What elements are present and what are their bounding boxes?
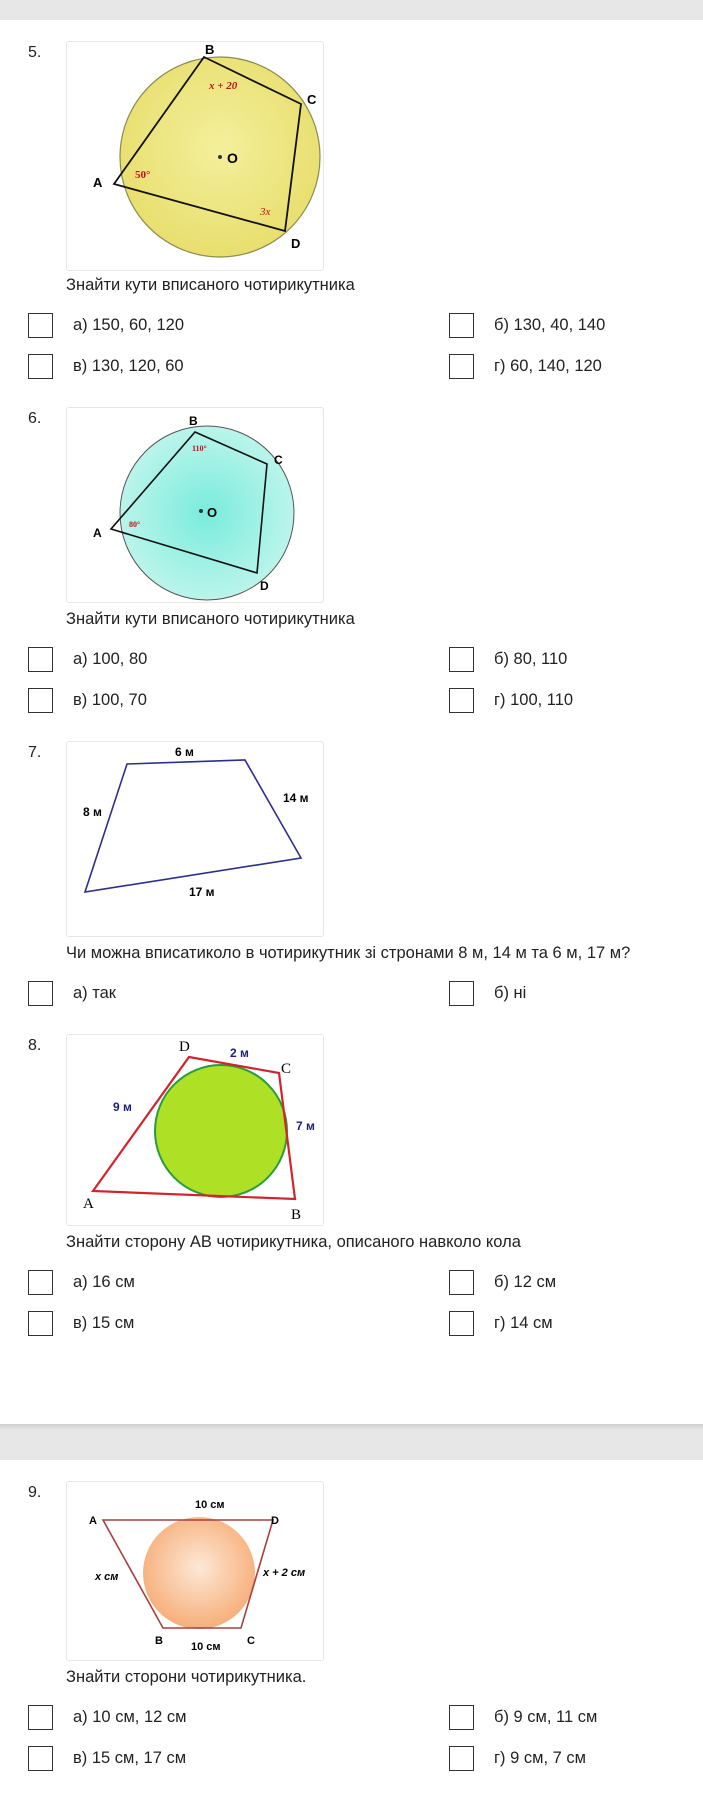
- question-number: 9.: [28, 1484, 42, 1501]
- checkbox[interactable]: [449, 1746, 474, 1771]
- checkbox[interactable]: [28, 688, 53, 713]
- question-figure: [66, 41, 324, 271]
- angle-d-label: 3x: [260, 206, 271, 218]
- label-a: A: [93, 526, 102, 540]
- checkbox[interactable]: [449, 647, 474, 672]
- question-number: 7.: [28, 744, 42, 761]
- angle-a-label: 50°: [135, 169, 151, 181]
- inscribed-circle: [155, 1065, 287, 1197]
- question-text: Знайти кути вписаного чотирикутника: [66, 610, 355, 628]
- question-number: 5.: [28, 44, 42, 61]
- label-b: B: [291, 1207, 302, 1223]
- question-figure: [66, 1481, 324, 1661]
- angle-b-label: 110°: [192, 444, 207, 453]
- question-figure: [66, 407, 324, 603]
- quadrilateral-shape: [85, 760, 301, 892]
- side-right-label: 7 м: [296, 1119, 315, 1133]
- question-figure: [66, 1034, 324, 1226]
- question-number: 6.: [28, 410, 42, 427]
- checkbox[interactable]: [28, 647, 53, 672]
- answer-option-a[interactable]: а) так: [28, 979, 116, 1007]
- side-right-label: 14 м: [283, 791, 309, 805]
- checkbox[interactable]: [28, 354, 53, 379]
- side-top-label: 6 м: [175, 745, 194, 759]
- checkbox[interactable]: [449, 981, 474, 1006]
- angle-b-label: x + 20: [209, 80, 238, 92]
- label-b: B: [205, 42, 215, 57]
- checkbox[interactable]: [449, 688, 474, 713]
- label-d: D: [260, 579, 269, 593]
- side-left-label: x см: [95, 1571, 119, 1583]
- label-o: O: [227, 150, 238, 166]
- checkbox[interactable]: [28, 1311, 53, 1336]
- answer-option-a[interactable]: а) 100, 80: [28, 645, 147, 673]
- answer-option-a[interactable]: а) 16 см: [28, 1268, 135, 1296]
- answer-option-a[interactable]: а) 150, 60, 120: [28, 311, 184, 339]
- answer-option-a[interactable]: а) 10 см, 12 см: [28, 1703, 187, 1731]
- label-o: O: [207, 505, 218, 520]
- side-right-label: x + 2 см: [263, 1567, 306, 1579]
- answer-option-g[interactable]: г) 9 см, 7 см: [449, 1744, 586, 1772]
- side-left-label: 9 м: [113, 1100, 132, 1114]
- checkbox[interactable]: [449, 313, 474, 338]
- checkbox[interactable]: [28, 1705, 53, 1730]
- answer-option-v[interactable]: в) 100, 70: [28, 686, 147, 714]
- label-a: A: [89, 1515, 97, 1527]
- side-top-label: 2 м: [230, 1046, 249, 1060]
- question-number: 8.: [28, 1037, 42, 1054]
- answer-option-v[interactable]: в) 15 см: [28, 1309, 134, 1337]
- question-figure: [66, 741, 324, 937]
- answer-option-v[interactable]: в) 15 см, 17 см: [28, 1744, 186, 1772]
- question-text: Знайти сторону АВ чотирикутника, описаного навколо кола: [66, 1233, 521, 1251]
- label-d: D: [179, 1039, 190, 1055]
- answer-option-g[interactable]: г) 100, 110: [449, 686, 573, 714]
- side-top-label: 10 см: [195, 1499, 225, 1511]
- checkbox[interactable]: [449, 354, 474, 379]
- label-d: D: [271, 1515, 279, 1527]
- answer-option-b[interactable]: б) 12 см: [449, 1268, 556, 1296]
- center-point: [218, 155, 222, 159]
- inscribed-circle: [143, 1517, 255, 1629]
- side-bottom-label: 17 м: [189, 885, 215, 899]
- label-b: B: [189, 414, 198, 428]
- angle-a-label: 80°: [129, 520, 141, 529]
- checkbox[interactable]: [449, 1705, 474, 1730]
- checkbox[interactable]: [28, 1746, 53, 1771]
- label-a: A: [93, 175, 103, 190]
- answer-option-b[interactable]: б) 80, 110: [449, 645, 567, 673]
- answer-option-b[interactable]: б) ні: [449, 979, 526, 1007]
- label-c: C: [307, 92, 317, 107]
- label-c: C: [247, 1635, 255, 1647]
- side-bottom-label: 10 см: [191, 1641, 221, 1653]
- question-text: Чи можна вписатиколо в чотирикутник зі стронами 8 м, 14 м та 6 м, 17 м?: [66, 944, 631, 962]
- label-d: D: [291, 236, 301, 251]
- card-divider: [0, 1424, 703, 1430]
- answer-option-g[interactable]: г) 60, 140, 120: [449, 352, 602, 380]
- checkbox[interactable]: [28, 313, 53, 338]
- question-text: Знайти сторони чотирикутника.: [66, 1668, 307, 1686]
- side-left-label: 8 м: [83, 805, 102, 819]
- checkbox[interactable]: [449, 1311, 474, 1336]
- answer-option-g[interactable]: г) 14 см: [449, 1309, 553, 1337]
- answer-option-b[interactable]: б) 9 см, 11 см: [449, 1703, 597, 1731]
- label-c: C: [281, 1061, 292, 1077]
- label-a: A: [83, 1196, 94, 1212]
- checkbox[interactable]: [28, 1270, 53, 1295]
- label-c: C: [274, 453, 283, 467]
- answer-option-v[interactable]: в) 130, 120, 60: [28, 352, 184, 380]
- label-b: B: [155, 1635, 163, 1647]
- answer-option-b[interactable]: б) 130, 40, 140: [449, 311, 605, 339]
- center-point: [199, 509, 203, 513]
- checkbox[interactable]: [449, 1270, 474, 1295]
- question-text: Знайти кути вписаного чотирикутника: [66, 276, 355, 294]
- checkbox[interactable]: [28, 981, 53, 1006]
